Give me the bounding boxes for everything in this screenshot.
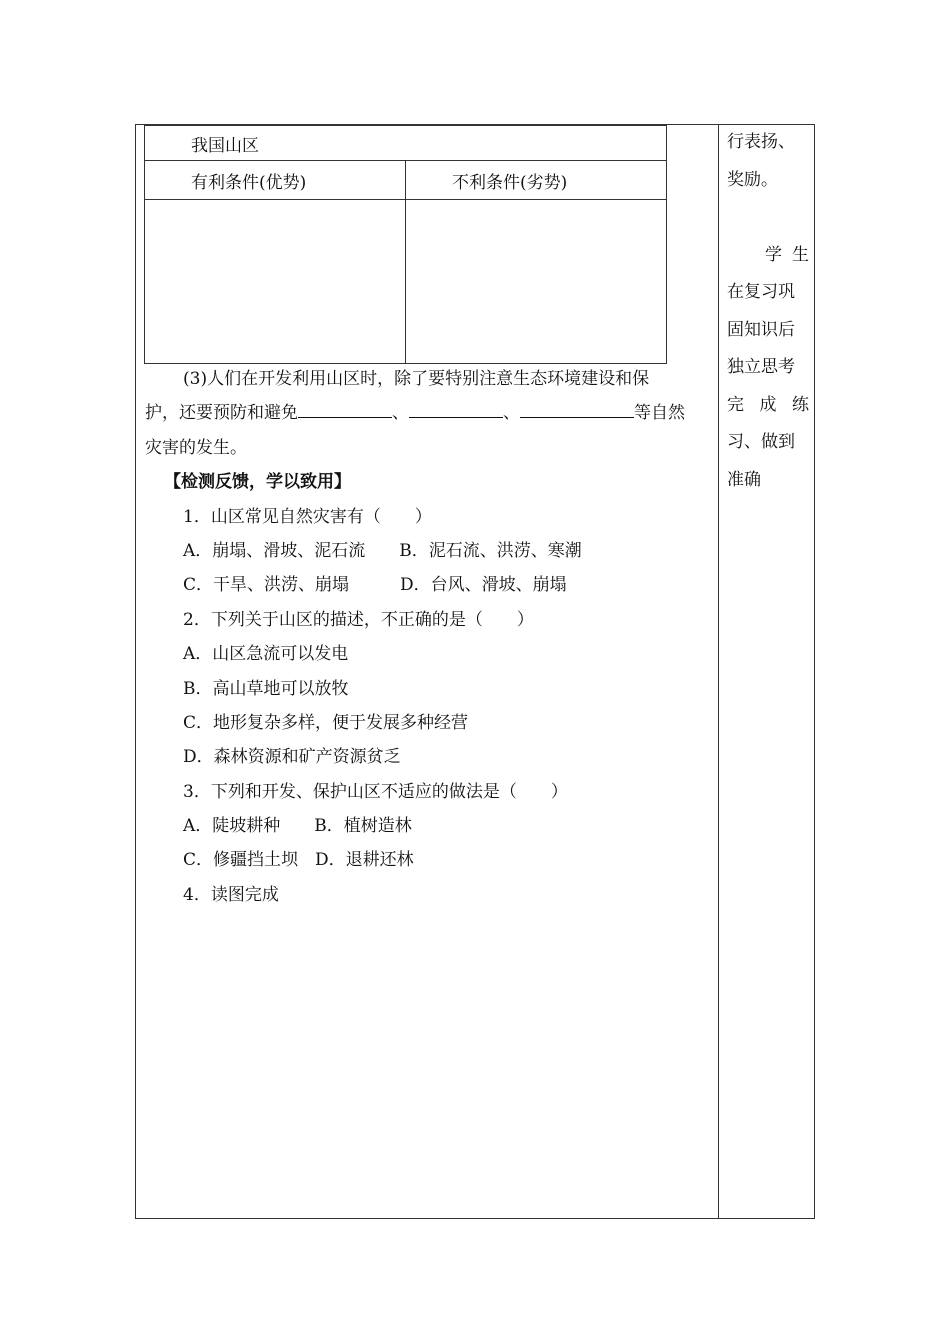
side-line-3-char-1: 学 xyxy=(765,244,782,265)
para3-line2 xyxy=(145,396,713,430)
question-1-options-row-1: A．崩塌、滑坡、泥石流 B．泥石流、洪涝、寒潮 xyxy=(183,540,582,561)
separator-1: 、 xyxy=(392,403,409,424)
side-line-1: 行表扬、 xyxy=(727,132,795,152)
table-title: 我国山区 xyxy=(145,126,667,161)
fill-blank-1[interactable] xyxy=(298,397,392,418)
disadvantages-header: 不利条件(劣势) xyxy=(406,161,667,200)
side-line-7 xyxy=(727,387,809,425)
column-divider xyxy=(718,124,719,1219)
question-1-options-row-2: C．干旱、洪涝、崩塌 D．台风、滑坡、崩塌 xyxy=(183,575,567,596)
main-content xyxy=(145,362,713,912)
question-3-stem: 3．下列和开发、保护山区不适应的做法是（ ） xyxy=(183,781,568,802)
fill-blank-2[interactable] xyxy=(409,397,503,418)
advantages-header: 有利条件(优势) xyxy=(145,161,406,200)
question-2-option-a: A．山区急流可以发电 xyxy=(183,644,349,665)
section-title: 【检测反馈，学以致用】 xyxy=(164,472,351,493)
disadvantages-answer-cell[interactable] xyxy=(406,200,667,364)
question-2-option-b: B．高山草地可以放牧 xyxy=(183,678,349,699)
para3-line3: 灾害的发生。 xyxy=(145,437,247,458)
question-3-options-row-1: A．陡坡耕种 B．植树造林 xyxy=(183,816,412,837)
para3-line2-start: 护，还要预防和避免 xyxy=(145,403,298,424)
side-spacer xyxy=(727,199,809,237)
fill-blank-3[interactable] xyxy=(520,397,634,418)
question-2-option-d: D．森林资源和矿产资源贫乏 xyxy=(183,747,401,768)
question-4-stem: 4．读图完成 xyxy=(183,884,279,905)
teaching-notes-column xyxy=(727,124,809,499)
question-3-options-row-2: C．修疆挡土坝 D．退耕还林 xyxy=(183,850,414,871)
side-line-7-char-3: 练 xyxy=(792,394,809,415)
advantages-answer-cell[interactable] xyxy=(145,200,406,364)
side-line-5: 固知识后 xyxy=(727,319,795,340)
side-line-3-char-2: 生 xyxy=(792,244,809,265)
question-2-option-c: C．地形复杂多样，便于发展多种经营 xyxy=(183,712,469,733)
side-line-2: 奖励。 xyxy=(727,169,778,190)
question-1-stem: 1．山区常见自然灾害有（ ） xyxy=(183,506,432,527)
side-line-7-char-1: 完 xyxy=(727,394,744,415)
para3-line2-end: 等自然 xyxy=(634,403,685,424)
para3-line1: (3)人们在开发利用山区时，除了要特别注意生态环境建设和保 xyxy=(183,369,650,389)
side-line-7-char-2: 成 xyxy=(759,394,777,415)
side-line-9: 准确 xyxy=(727,469,761,490)
side-line-4: 在复习巩 xyxy=(727,282,795,302)
side-line-8: 习、做到 xyxy=(727,432,795,452)
side-line-3 xyxy=(727,237,809,275)
question-2-stem: 2．下列关于山区的描述，不正确的是（ ） xyxy=(183,609,534,630)
side-line-6: 独立思考 xyxy=(727,357,795,377)
mountain-conditions-table xyxy=(144,125,667,364)
separator-2: 、 xyxy=(503,403,520,424)
